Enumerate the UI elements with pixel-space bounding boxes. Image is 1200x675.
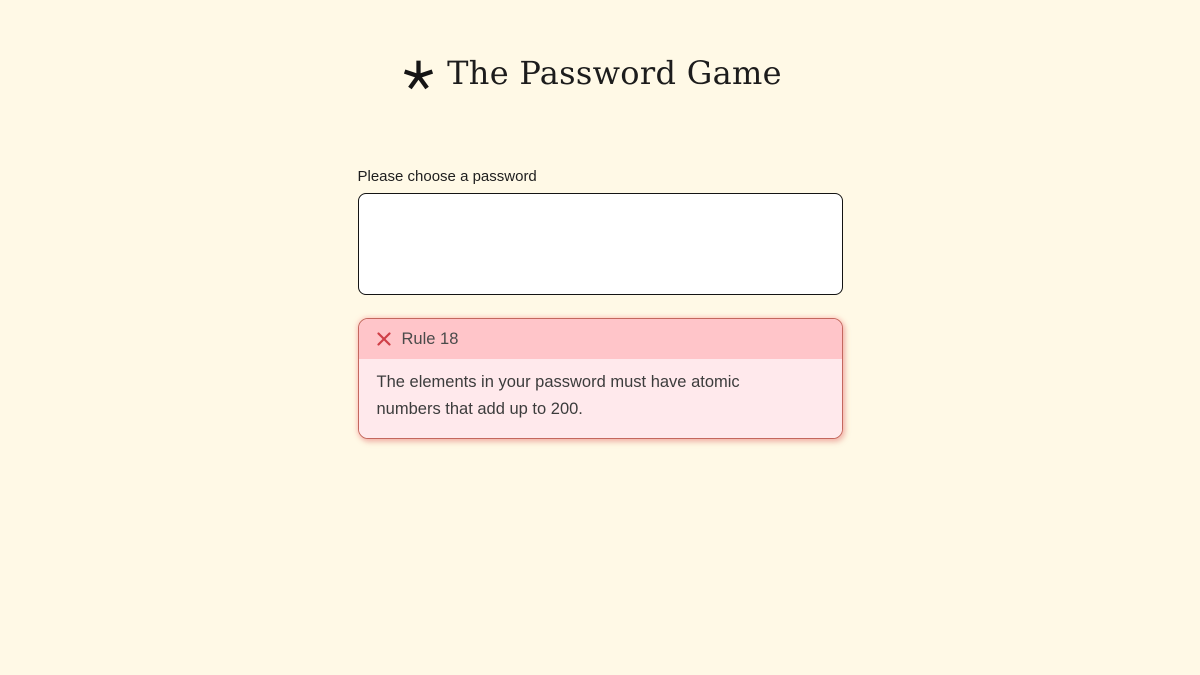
rule-card-body [359, 359, 842, 438]
x-icon [376, 331, 392, 347]
rule-description: The elements in your password must have atomic numbers that add up to 200. [376, 372, 740, 418]
main-column [358, 168, 843, 439]
page-title [402, 54, 782, 92]
password-input[interactable] [358, 193, 843, 295]
page-header [0, 0, 1200, 96]
asterisk-star-icon [402, 58, 435, 93]
page-title-text: The Password Game [447, 54, 782, 92]
rule-card-header [359, 319, 842, 359]
rule-header-label: Rule 18 [401, 329, 459, 348]
rule-card-18 [358, 318, 843, 439]
password-label: Please choose a password [357, 167, 537, 185]
